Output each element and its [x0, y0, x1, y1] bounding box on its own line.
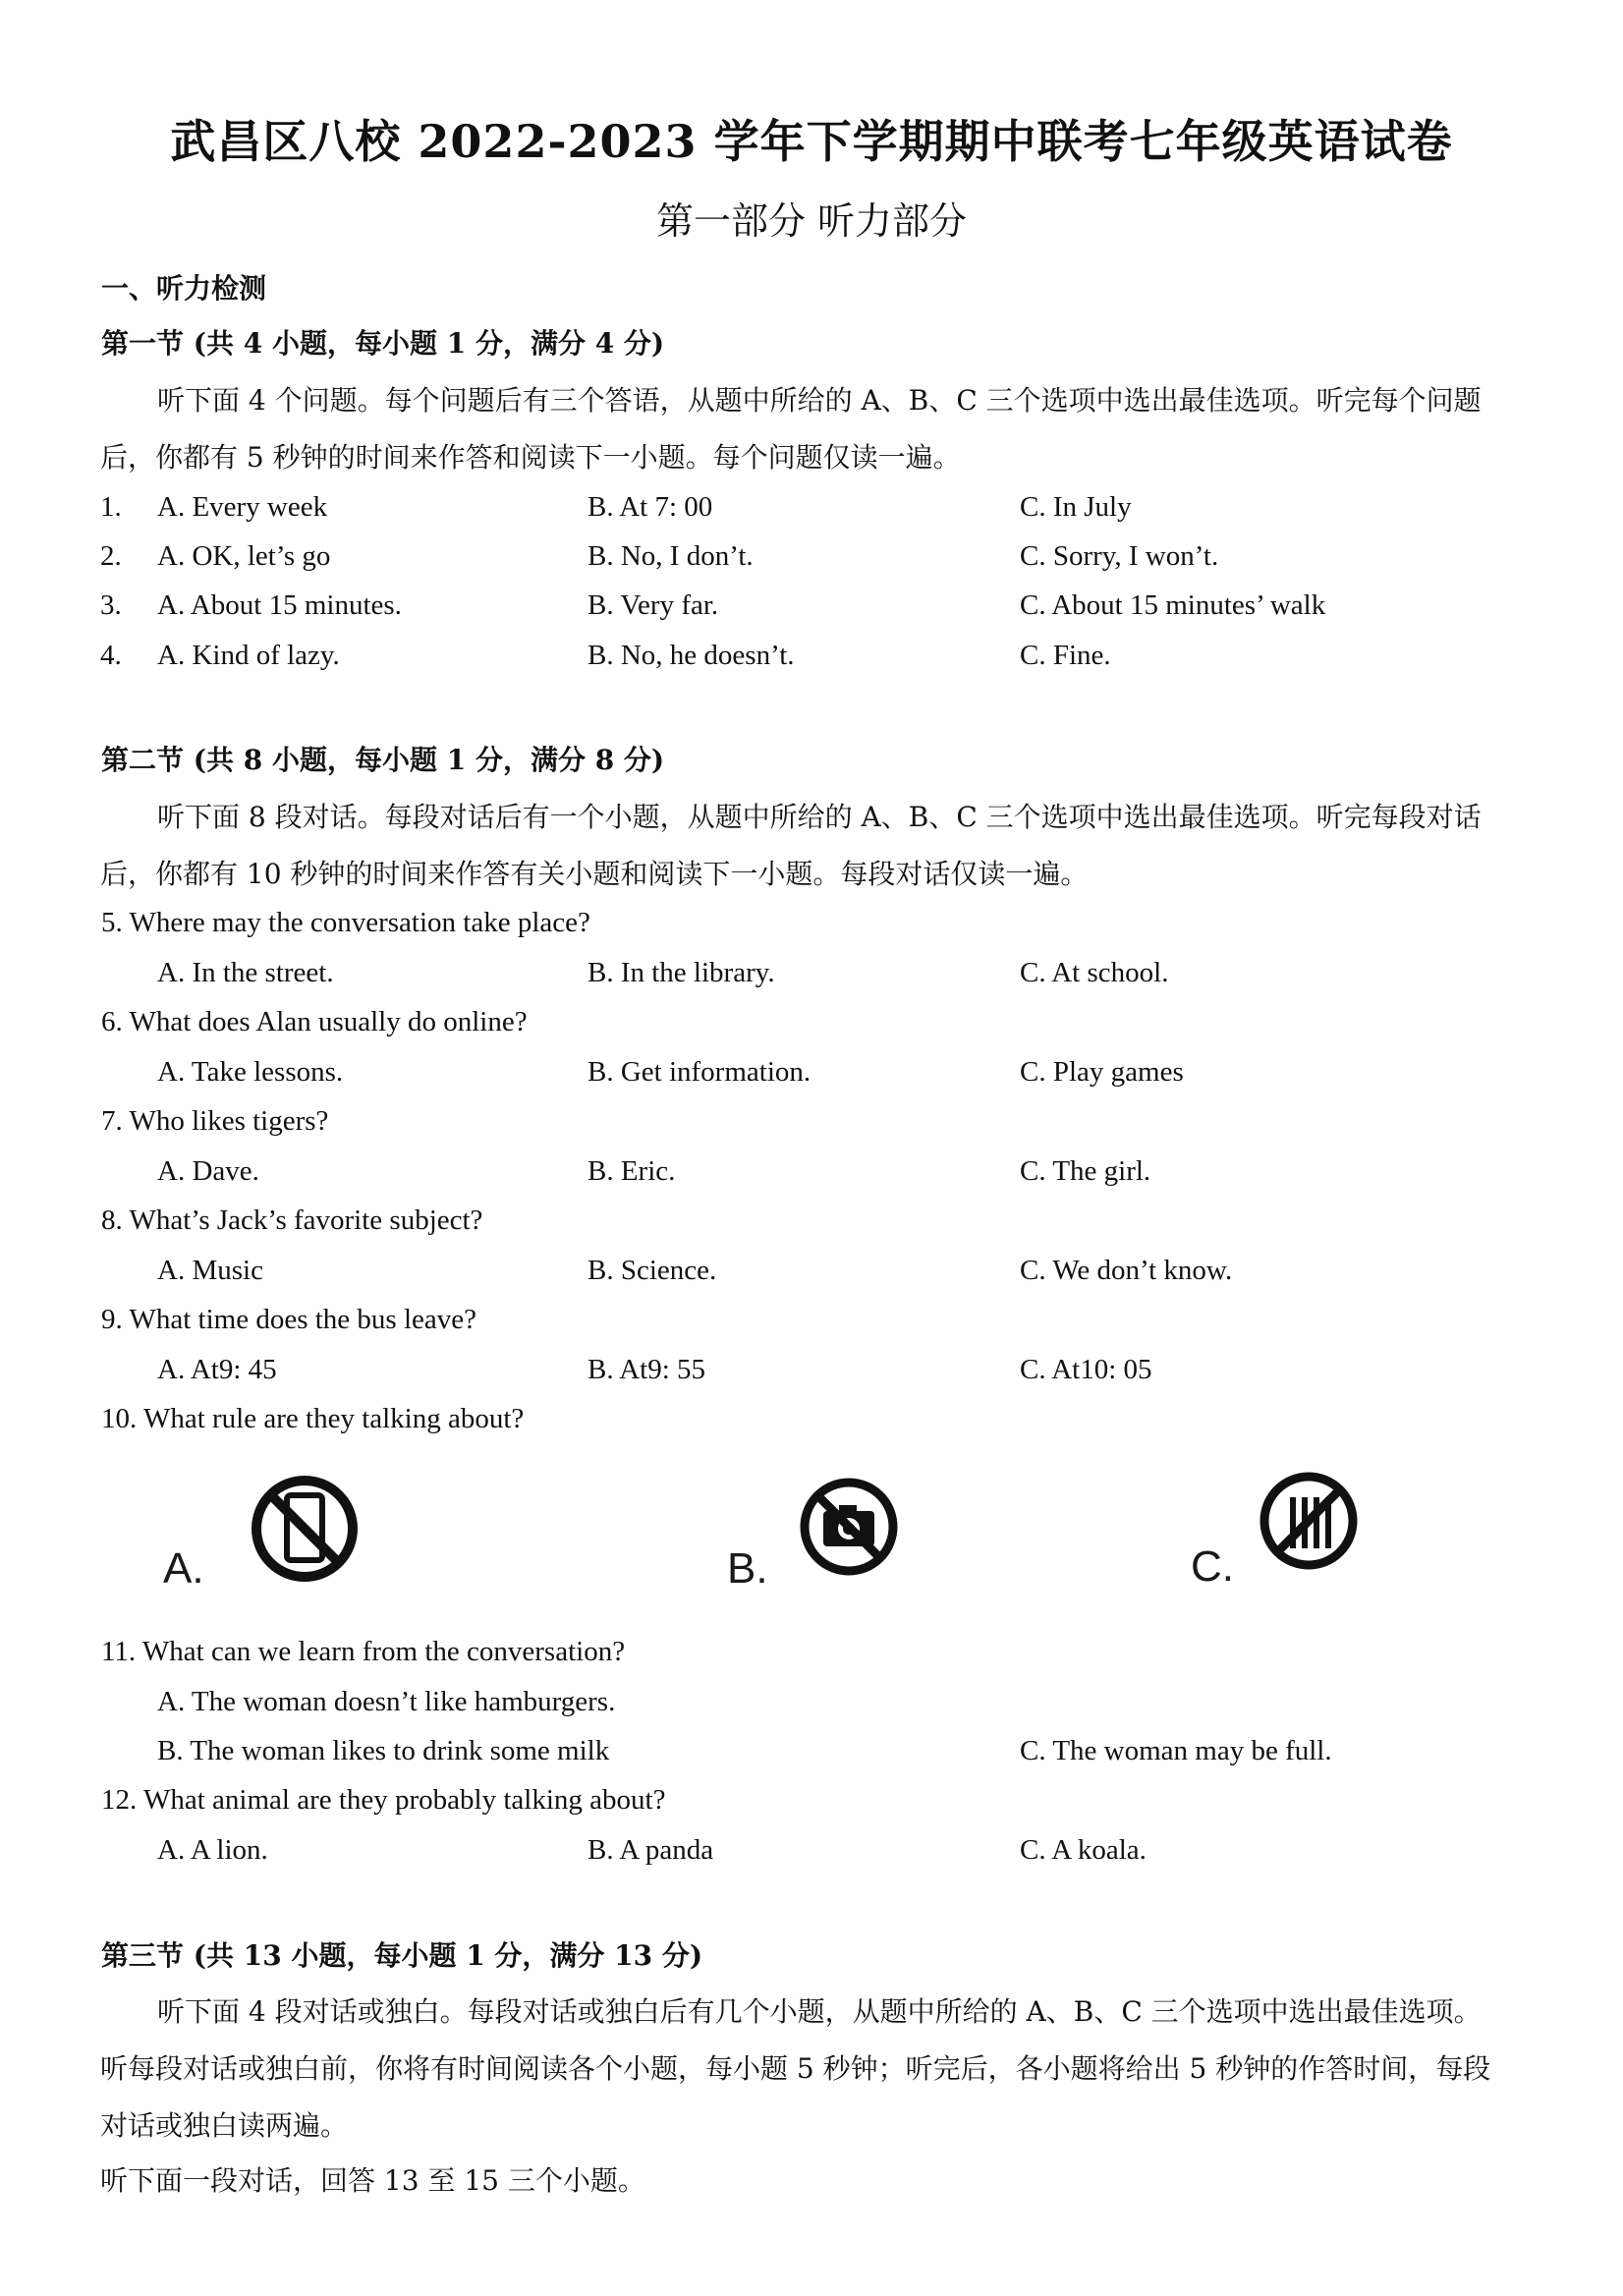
- q5-option-c: C. At school.: [1020, 957, 1169, 988]
- q7-option-c: C. The girl.: [1020, 1155, 1151, 1187]
- q9-option-a: A. At9: 45: [157, 1354, 277, 1385]
- no-phone-sign-icon: [250, 1474, 360, 1584]
- exam-title: 武昌区八校 2022-2023 学年下学期期中联考七年级英语试卷: [170, 115, 1453, 168]
- q8-option-c: C. We don’t know.: [1020, 1255, 1233, 1286]
- q9-option-b: B. At9: 55: [588, 1354, 706, 1385]
- q12-option-b: B. A panda: [588, 1834, 714, 1866]
- q3-number: 3.: [100, 589, 122, 621]
- q7-option-a: A. Dave.: [157, 1155, 259, 1187]
- q4-number: 4.: [100, 640, 122, 671]
- q6-option-b: B. Get information.: [588, 1056, 812, 1088]
- q1-option-b: B. At 7: 00: [588, 491, 713, 523]
- q6-option-a: A. Take lessons.: [157, 1056, 344, 1088]
- q3-option-c: C. About 15 minutes’ walk: [1020, 589, 1326, 621]
- no-camera-sign-icon: [798, 1476, 900, 1578]
- sec2-instruction-line1: 听下面 8 段对话。每段对话后有一个小题，从题中所给的 A、B、C 三个选项中选出最佳选项。听完每段对话: [157, 801, 1482, 833]
- q8-question: 8. What’s Jack’s favorite subject?: [101, 1204, 483, 1236]
- q12-option-a: A. A lion.: [157, 1834, 268, 1866]
- q11-option-c: C. The woman may be full.: [1020, 1735, 1332, 1766]
- q7-question: 7. Who likes tigers?: [101, 1105, 329, 1137]
- sec2-heading: 第二节 (共 8 小题，每小题 1 分，满分 8 分): [101, 744, 665, 776]
- q1-option-a: A. Every week: [157, 491, 328, 523]
- q11-question: 11. What can we learn from the conversation?: [101, 1636, 626, 1667]
- q10-option-c-label: C.: [1191, 1542, 1234, 1591]
- sec3-instruction-line3: 对话或独白读两遍。: [100, 2109, 349, 2142]
- q5-option-b: B. In the library.: [588, 957, 775, 988]
- q2-option-b: B. No, I don’t.: [588, 540, 754, 572]
- sec2-instruction-line2: 后，你都有 10 秒钟的时间来作答有关小题和阅读下一小题。每段对话仅读一遍。: [100, 858, 1089, 890]
- sec3-heading: 第三节 (共 13 小题，每小题 1 分，满分 13 分): [101, 1939, 703, 1972]
- no-eating-sign-icon: [1258, 1470, 1360, 1572]
- sec3-instruction-line2: 听每段对话或独白前，你将有时间阅读各个小题，每小题 5 秒钟；听完后，各小题将给出 5 秒钟的作答时间，每段: [100, 2052, 1491, 2085]
- q4-option-c: C. Fine.: [1020, 640, 1111, 671]
- q3-option-b: B. Very far.: [588, 589, 719, 621]
- q11-option-b: B. The woman likes to drink some milk: [157, 1735, 610, 1766]
- q9-option-c: C. At10: 05: [1020, 1354, 1152, 1385]
- q2-option-c: C. Sorry, I won’t.: [1020, 540, 1219, 572]
- q12-option-c: C. A koala.: [1020, 1834, 1147, 1866]
- sec1-instruction-line1: 听下面 4 个问题。每个问题后有三个答语，从题中所给的 A、B、C 三个选项中选出最佳选项。听完每个问题: [157, 384, 1482, 417]
- q9-question: 9. What time does the bus leave?: [101, 1304, 476, 1335]
- sec1-instruction-line2: 后，你都有 5 秒钟的时间来作答和阅读下一小题。每个问题仅读一遍。: [100, 441, 961, 474]
- q7-option-b: B. Eric.: [588, 1155, 676, 1187]
- q10-option-b-label: B.: [727, 1544, 768, 1593]
- q6-option-c: C. Play games: [1020, 1056, 1184, 1088]
- q2-number: 2.: [100, 540, 122, 572]
- q2-option-a: A. OK, let’s go: [157, 540, 331, 572]
- section-heading: 一、听力检测: [101, 272, 267, 305]
- q5-question: 5. Where may the conversation take place?: [101, 907, 590, 938]
- q6-question: 6. What does Alan usually do online?: [101, 1006, 528, 1037]
- q12-question: 12. What animal are they probably talking about?: [101, 1784, 666, 1816]
- sec3-instruction-line4: 听下面一段对话，回答 13 至 15 三个小题。: [100, 2164, 645, 2197]
- q3-option-a: A. About 15 minutes.: [157, 589, 402, 621]
- q10-question: 10. What rule are they talking about?: [101, 1403, 525, 1434]
- q11-option-a: A. The woman doesn’t like hamburgers.: [157, 1686, 616, 1717]
- q5-option-a: A. In the street.: [157, 957, 334, 988]
- q8-option-b: B. Science.: [588, 1255, 717, 1286]
- sec1-heading: 第一节 (共 4 小题，每小题 1 分，满分 4 分): [101, 327, 665, 360]
- q10-option-a-label: A.: [163, 1544, 204, 1593]
- q1-option-c: C. In July: [1020, 491, 1132, 523]
- q1-number: 1.: [100, 491, 122, 523]
- q8-option-a: A. Music: [157, 1255, 263, 1286]
- q4-option-b: B. No, he doesn’t.: [588, 640, 795, 671]
- q4-option-a: A. Kind of lazy.: [157, 640, 340, 671]
- sec3-instruction-line1: 听下面 4 段对话或独白。每段对话或独白后有几个小题，从题中所给的 A、B、C 三个选项中选出最佳选项。: [157, 1995, 1482, 2028]
- part-title: 第一部分 听力部分: [655, 199, 968, 243]
